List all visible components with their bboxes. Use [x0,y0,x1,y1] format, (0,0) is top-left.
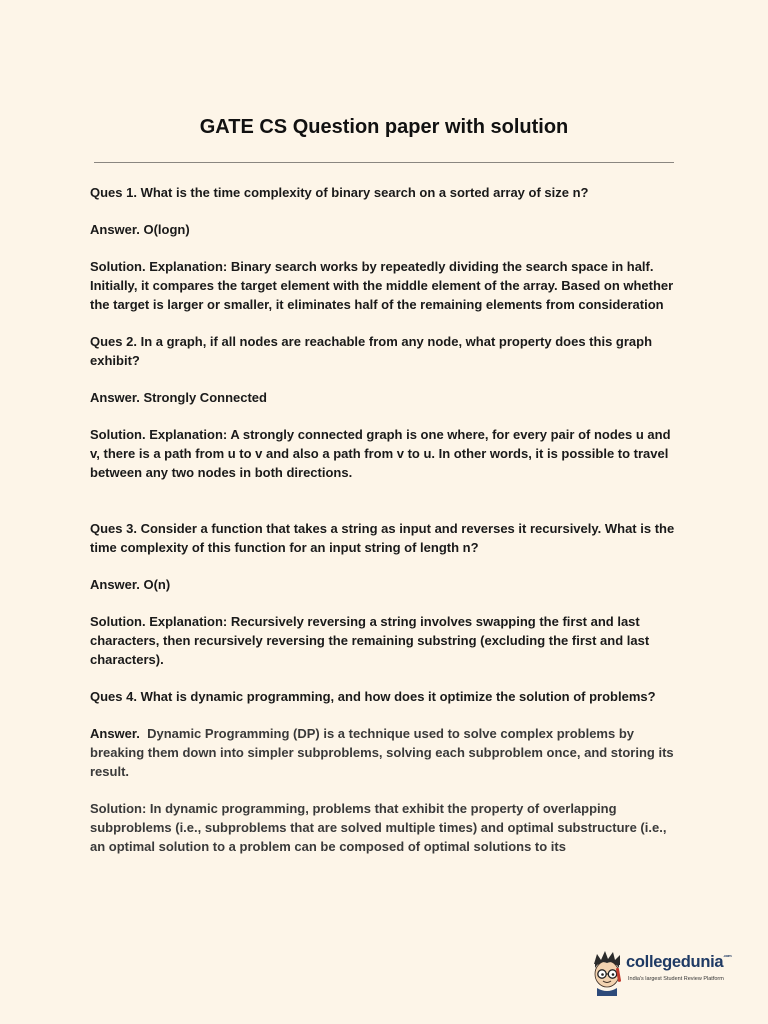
answer-4 [90,724,680,781]
solution-1: Solution. Explanation: Binary search works by repeatedly dividing the search space in half. Initially, it compares the target element with the middle element of the array. Based on whether the target is larger or smaller, it eliminates half of the remaining elements from consideration [90,259,674,312]
brand-name: collegedunia$^{.com}$ [626,953,732,971]
answer-4-label: Answer. [90,726,140,741]
collegedunia-logo [588,948,738,1000]
page-title: GATE CS Question paper with solution [199,116,569,138]
question-1: Ques 1. What is the time complexity of binary search on a sorted array of size n? [90,185,589,200]
question-2: Ques 2. In a graph, if all nodes are reachable from any node, what property does this graph exhibit? [90,334,653,368]
mascot-logo-icon [588,948,628,998]
answer-2: Answer. Strongly Connected [90,390,267,405]
brand-suffix: .com [723,953,732,958]
answer-3: Answer. O(n) [90,577,171,592]
solution-2: Solution. Explanation: A strongly connected graph is one where, for every pair of nodes u and v, there is a path from u to v and also a path from v to u. In other words, it is possible to travel between any two nodes in both directions. [90,427,671,480]
question-3: Ques 3. Consider a function that takes a string as input and reverses it recursively. What is the time complexity of this function for an input string of length n? [90,521,675,555]
answer-4-text: Dynamic Programming (DP) is a technique used to solve complex problems by breaking them down into simpler subproblems, solving each subproblem once, and storing its result. [90,726,674,779]
title-divider [94,162,674,163]
brand-tagline: India's largest Student Review Platform [628,976,724,982]
question-list [90,183,680,856]
solution-3: Solution. Explanation: Recursively reversing a string involves swapping the first and last characters, then recursively reversing the remaining substring (excluding the first and last characters). [90,614,650,667]
solution-4: Solution: In dynamic programming, problems that exhibit the property of overlapping subproblems (i.e., subproblems that are solved multiple times) and optimal substructure (i.e., an optimal solution to a problem can be composed of optimal solutions to its [90,801,667,854]
answer-1: Answer. O(logn) [90,222,190,237]
question-4: Ques 4. What is dynamic programming, and how does it optimize the solution of problems? [90,689,656,704]
